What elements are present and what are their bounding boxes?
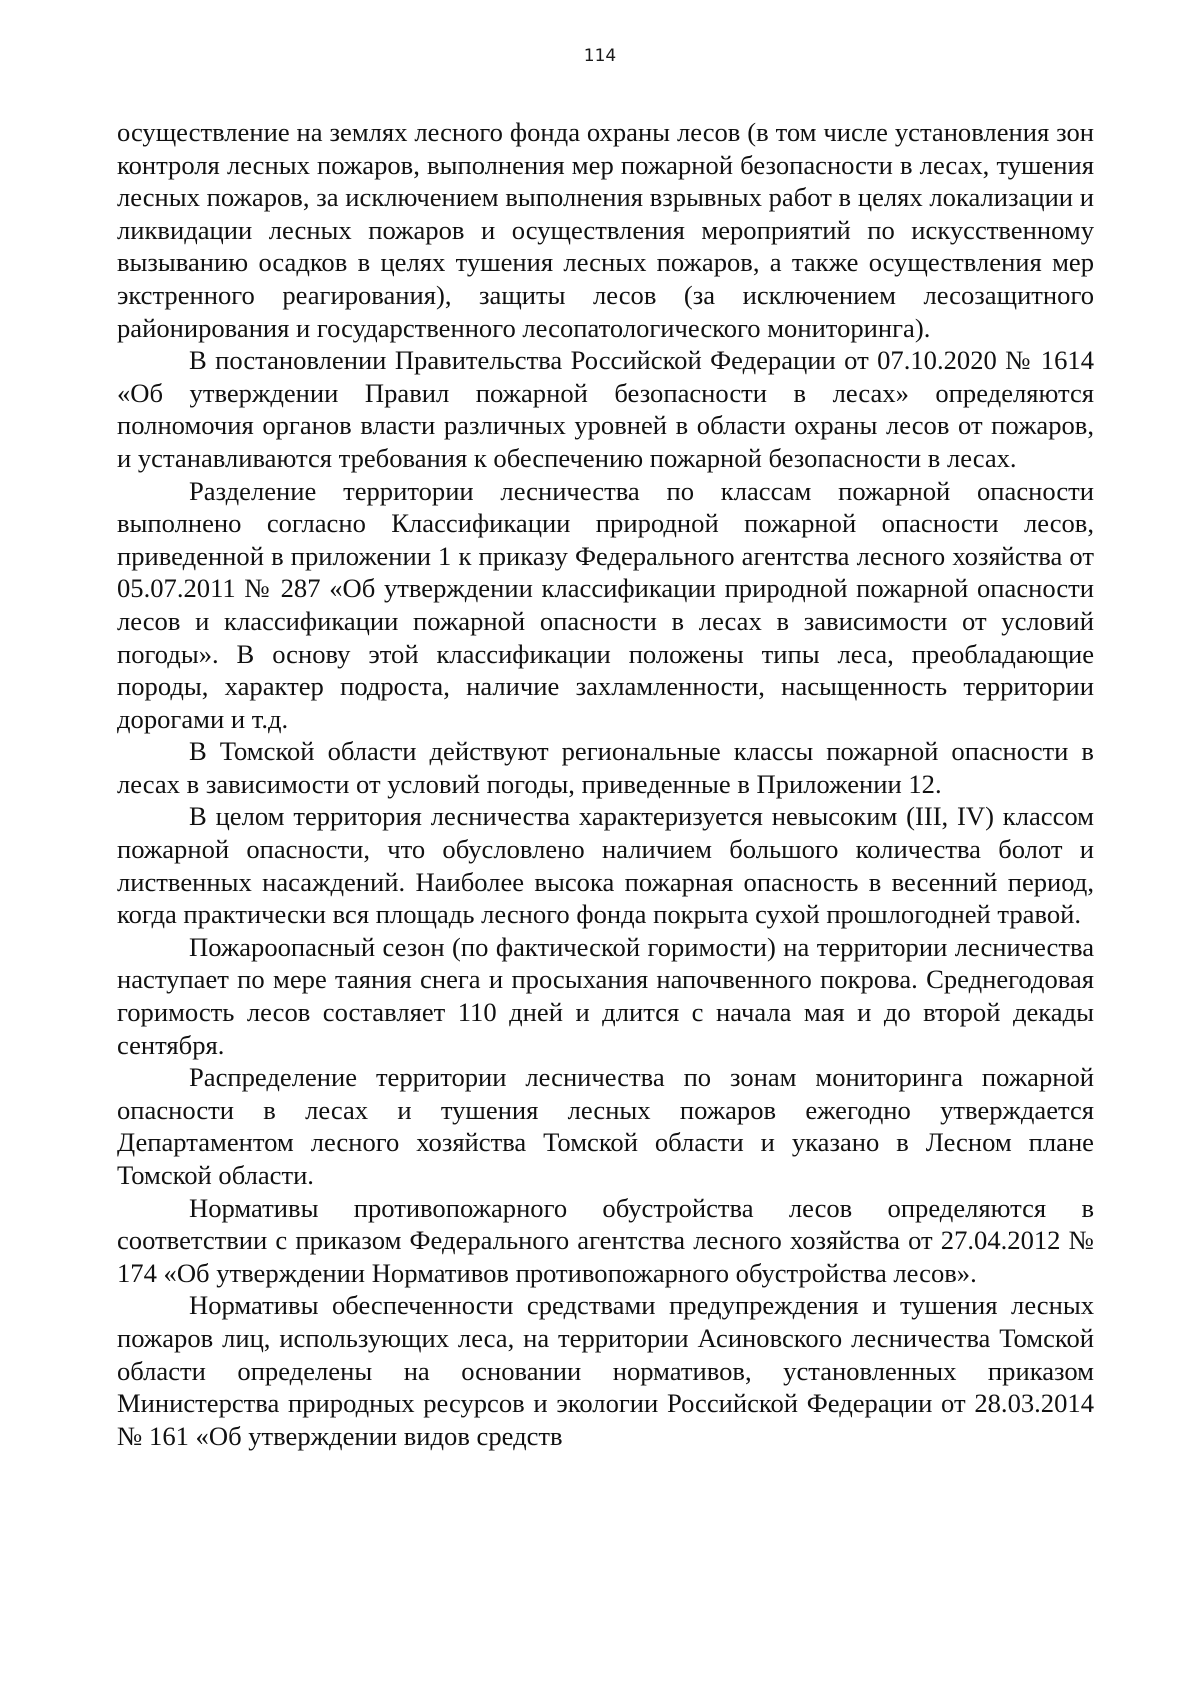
paragraph: Пожароопасный сезон (по фактической горимости) на территории лесничества наступает по мере таяния снега и просыхания напочвенного покрова. Среднегодовая горимость лесов составляет 110 дней и длится с начала мая и до второй декады сентября.	[117, 931, 1094, 1060]
paragraph: В целом территория лесничества характеризуется невысоким (III, IV) классом пожарной опасности, что обусловлено наличием большого количества болот и лиственных насаждений. Наиболее высока пожарная опасность в весенний период, когда практически вся площадь лесного фонда покрыта сухой прошлогодней травой.	[117, 801, 1094, 930]
paragraph: Нормативы противопожарного обустройства лесов определяются в соответствии с приказом Федерального агентства лесного хозяйства от 27.04.2012 № 174 «Об утверждении Нормативов противопожарного обустройства лесов».	[117, 1192, 1094, 1288]
paragraph: В постановлении Правительства Российской Федерации от 07.10.2020 № 1614 «Об утверждении Правил пожарной безопасности в лесах» определяются полномочия органов власти различных уровней в области охраны лесов от пожаров, и устанавливаются требования к обеспечению пожарной безопасности в лесах.	[117, 345, 1094, 473]
paragraph: Распределение территории лесничества по зонам мониторинга пожарной опасности в лесах и тушения лесных пожаров ежегодно утверждается Департаментом лесного хозяйства Томской области и указано в Лесном плане Томской области.	[117, 1062, 1094, 1190]
page-number: 114	[583, 46, 617, 66]
paragraph: Нормативы обеспеченности средствами предупреждения и тушения лесных пожаров лиц, использующих леса, на территории Асиновского лесничества Томской области определены на основании нормативов, установленных приказом Министерства природных ресурсов и экологии Российской Федерации от 28.03.2014 № 161 «Об утверждении видов средств	[117, 1290, 1094, 1451]
paragraph-continuation: осуществление на землях лесного фонда охраны лесов (в том числе установления зон контроля лесных пожаров, выполнения мер пожарной безопасности в лесах, тушения лесных пожаров, за исключением выполнения взрывных работ в целях локализации и ликвидации лесных пожаров и осуществления мероприятий по искусственному вызыванию осадков в целях тушения лесных пожаров, а также осуществления мер экстренного реагирования), защиты лесов (за исключением лесозащитного районирования и государственного лесопатологического мониторинга).	[117, 117, 1094, 343]
paragraph: В Томской области действуют региональные классы пожарной опасности в лесах в зависимости от условий погоды, приведенные в Приложении 12.	[117, 736, 1094, 799]
document-body	[117, 116, 1094, 1452]
paragraph: Разделение территории лесничества по классам пожарной опасности выполнено согласно Классификации природной пожарной опасности лесов, приведенной в приложении 1 к приказу Федерального агентства лесного хозяйства от 05.07.2011 № 287 «Об утверждении классификации природной пожарной опасности лесов и классификации пожарной опасности в лесах в зависимости от условий погоды». В основу этой классификации положены типы леса, преобладающие породы, характер подроста, наличие захламленности, насыщенность территории дорогами и т.д.	[117, 475, 1094, 734]
